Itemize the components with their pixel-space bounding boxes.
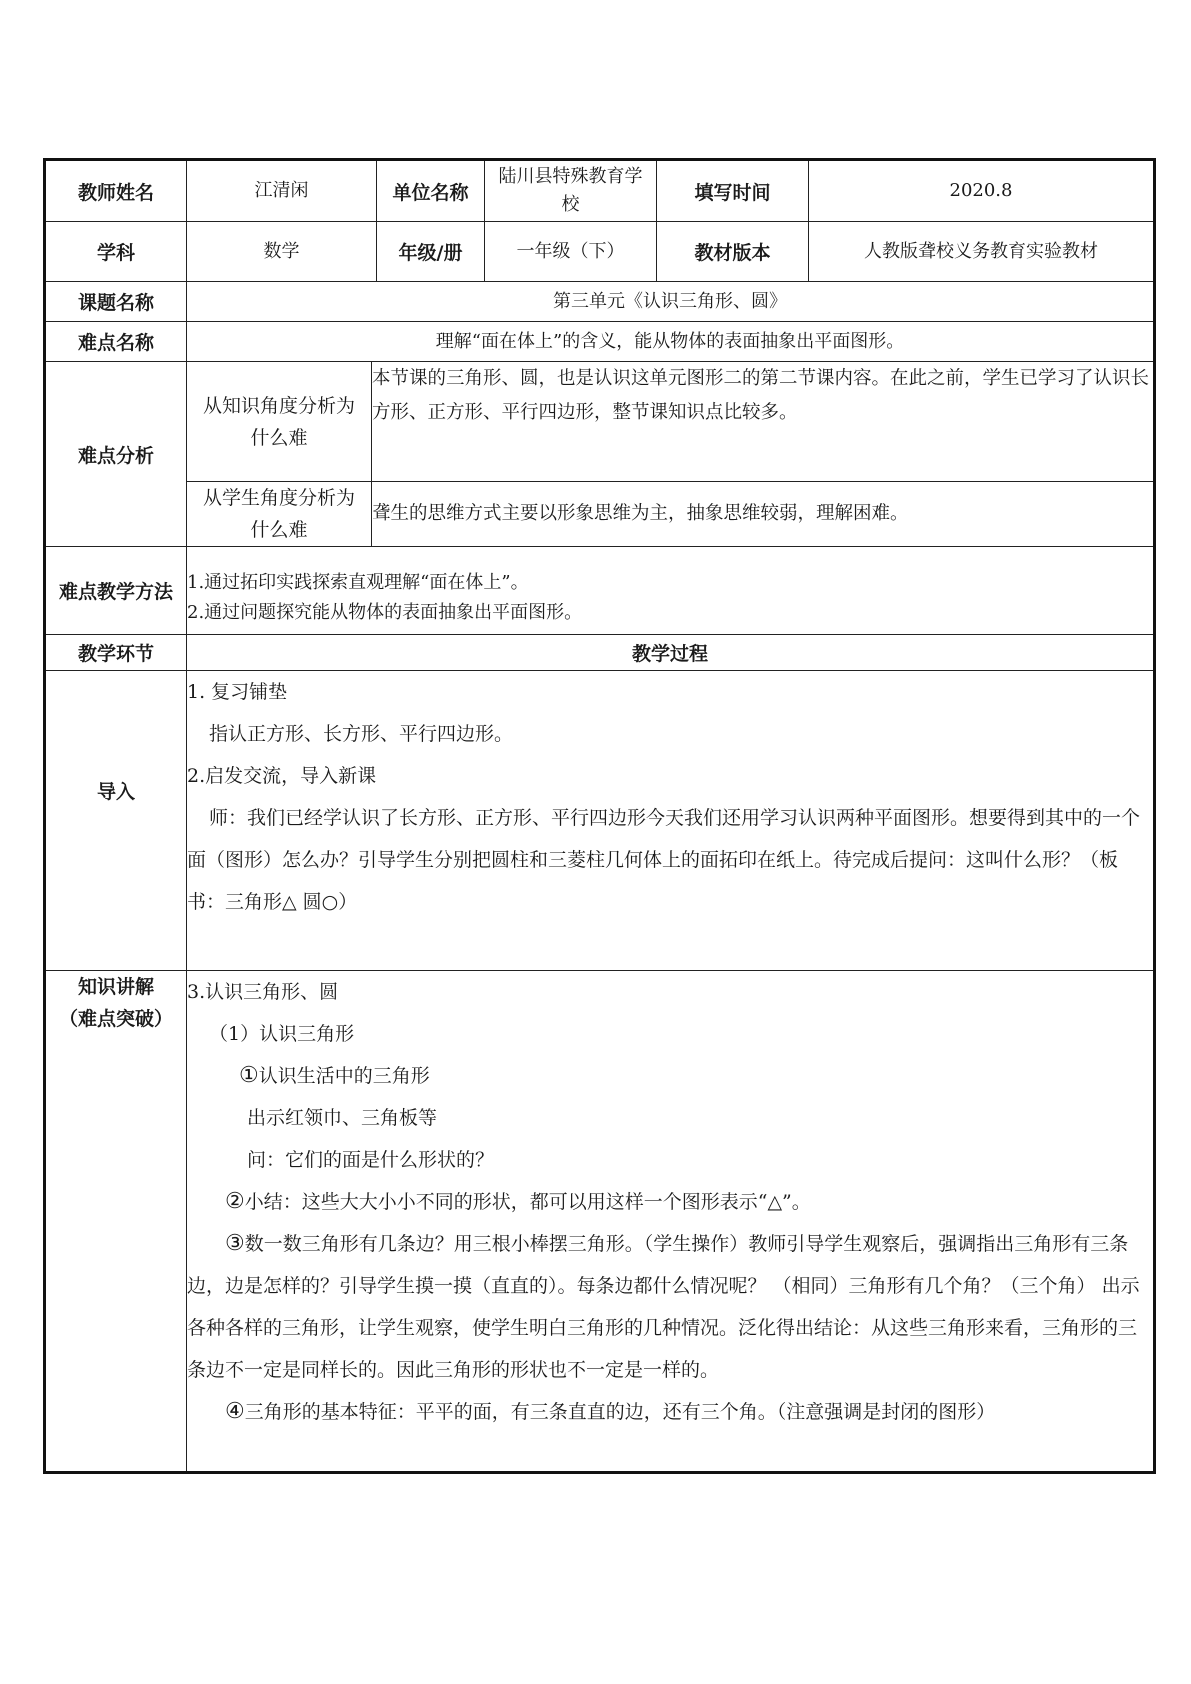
grade-value: 一年级（下）: [485, 222, 657, 282]
teacher-name-label: 教师姓名: [45, 160, 187, 222]
knowledge-label-line2: （难点突破）: [58, 1008, 173, 1030]
method-item: 1.通过拓印实践探索直观理解“面在体上”。: [187, 572, 529, 593]
intro-line: 1. 复习铺垫: [187, 681, 288, 703]
difficulty-label: 难点名称: [45, 322, 187, 362]
intro-line: 指认正方形、长方形、平行四边形。: [209, 723, 514, 745]
circled-three: ③: [225, 1231, 245, 1256]
unit-name-label: 单位名称: [377, 160, 485, 222]
stage-header-label: 教学环节: [45, 635, 187, 671]
textbook-version-value: 人教版聋校义务教育实验教材: [809, 222, 1155, 282]
method-item: 2.通过问题探究能从物体的表面抽象出平面图形。: [187, 602, 583, 623]
knowledge-item-1: ①认识生活中的三角形: [239, 1063, 430, 1088]
knowledge-item-4: ④三角形的基本特征：平平的面，有三条直直的边，还有三个角。（注意强调是封闭的图形）: [225, 1399, 996, 1424]
unit-name-value: 陆川县特殊教育学校: [485, 160, 657, 222]
knowledge-content: [187, 971, 1155, 1473]
teaching-methods-label: 难点教学方法: [45, 547, 187, 635]
knowledge-sub1: （1）认识三角形: [209, 1023, 355, 1045]
topic-label: 课题名称: [45, 282, 187, 322]
knowledge-label-line1: 知识讲解: [77, 976, 154, 998]
knowledge-heading: 3.认识三角形、圆: [187, 981, 339, 1003]
knowledge-angle-text: 本节课的三角形、圆，也是认识这单元图形二的第二节课内容。在此之前，学生已学习了认识长方形、正方形、平行四边形，整节课知识点比较多。: [372, 362, 1155, 482]
analysis-label: 难点分析: [45, 362, 187, 547]
teaching-methods-text: [187, 547, 1155, 635]
intro-content: [187, 671, 1155, 971]
circled-two: ②: [225, 1189, 245, 1214]
knowledge-ask: 问：它们的面是什么形状的？: [247, 1149, 495, 1171]
knowledge-angle-label: 从知识角度分析为什么难: [187, 362, 372, 482]
lesson-plan-table: [43, 158, 1156, 1474]
fill-date-label: 填写时间: [657, 160, 809, 222]
teacher-name-value: 江清闲: [187, 160, 377, 222]
intro-line: 2.启发交流，导入新课: [187, 765, 377, 787]
fill-date-value: 2020.8: [809, 160, 1155, 222]
circled-four: ④: [225, 1399, 245, 1424]
difficulty-value: 理解“面在体上”的含义，能从物体的表面抽象出平面图形。: [187, 322, 1155, 362]
circled-one: ①: [239, 1063, 259, 1088]
intro-line: 师：我们已经学认识了长方形、正方形、平行四边形今天我们还用学习认识两种平面图形。想要得到其中的一个面（图形）怎么办？引导学生分别把圆柱和三菱柱几何体上的面拓印在纸上。待完成后提问：这叫什么形？（板书：三角形△ 圆○）: [187, 807, 1141, 913]
knowledge-label: [45, 971, 187, 1473]
intro-label: 导入: [45, 671, 187, 971]
student-angle-text: 聋生的思维方式主要以形象思维为主，抽象思维较弱，理解困难。: [372, 482, 1155, 547]
knowledge-item-2: ②小结：这些大大小小不同的形状，都可以用这样一个图形表示“△”。: [225, 1189, 811, 1214]
student-angle-label: 从学生角度分析为什么难: [187, 482, 372, 547]
subject-label: 学科: [45, 222, 187, 282]
grade-label: 年级/册: [377, 222, 485, 282]
knowledge-item-3: ③数一数三角形有几条边？用三根小棒摆三角形。（学生操作）教师引导学生观察后，强调指出三角形有三条边，边是怎样的？引导学生摸一摸（直直的）。每条边都什么情况呢？ （相同）三角形有几个角？（三个角） 出示各种各样的三角形，让学生观察，使学生明白三角形的几种情况。泛化得出结论：从这些三角形来看，三角形的三条边不一定是同样长的。因此三角形的形状也不一定是一样的。: [187, 1231, 1140, 1381]
topic-value: 第三单元《认识三角形、圆》: [187, 282, 1155, 322]
textbook-version-label: 教材版本: [657, 222, 809, 282]
subject-value: 数学: [187, 222, 377, 282]
process-header-label: 教学过程: [187, 635, 1155, 671]
knowledge-show: 出示红领巾、三角板等: [247, 1107, 438, 1129]
